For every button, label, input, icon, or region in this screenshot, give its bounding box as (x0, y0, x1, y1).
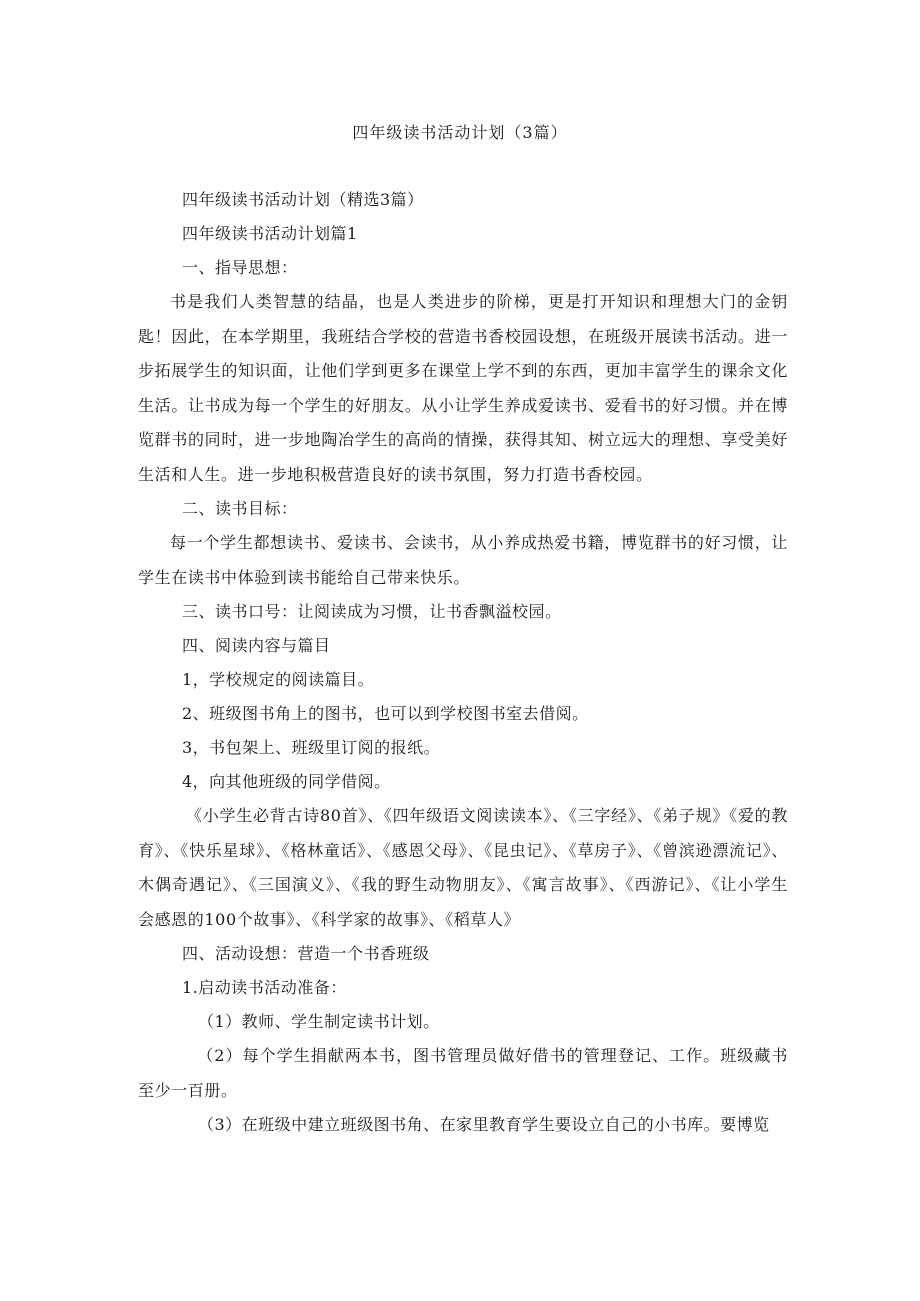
document-subtitle: 四年级读书活动计划（精选3篇） (182, 190, 424, 209)
book-list-paragraph (138, 799, 788, 937)
guiding-heading: 一、指导思想： (182, 258, 298, 277)
content-item-2: 2、班级图书角上的图书，也可以到学校图书室去借阅。 (182, 704, 589, 723)
content-item-4: 4，向其他班级的同学借阅。 (182, 772, 391, 791)
activity-step-1: 1.启动读书活动准备： (182, 978, 347, 997)
guiding-paragraph (138, 285, 788, 492)
content-item-1: 1，学校规定的阅读篇目。 (182, 670, 375, 689)
content-item-3: 3，书包架上、班级里订阅的报纸。 (182, 738, 441, 757)
document-body (138, 183, 788, 1142)
guiding-text: 书是我们人类智慧的结晶，也是人类进步的阶梯，更是打开知识和理想大门的金钥匙！因此，在本学期里，我班结合学校的营造书香校园设想，在班级开展读书活动。进一步拓展学生的知识面，让他们学到更多在课堂上学不到的东西，更加丰富学生的课余文化生活。让书成为每一个学生的好朋友。从小让学生养成爱读书、爱看书的好习惯。并在博览群书的同时，进一步地陶冶学生的高尚的情操，获得其知、树立远大的理想、享受美好生活和人生。进一步地积极营造良好的读书氛围，努力打造书香校园。 (138, 292, 788, 484)
goal-paragraph (138, 526, 788, 595)
book-list: 《小学生必背古诗80首》、《四年级语文阅读读本》、《三字经》、《弟子规》《爱的教育》、《快乐星球》、《格林童话》、《感恩父母》、《昆虫记》、《草房子》、《曾滨逊漂流记》、木偶奇遇记》、《三国演义》、《我的野生动物朋友》、《寓言故事》、《西游记》、《让小学生会感恩的100个故事》、《科学家的故事》、《稻草人》 (138, 806, 788, 929)
goal-text: 每一个学生都想读书、爱读书、会读书，从小养成热爱书籍，博览群书的好习惯，让学生在读书中体验到读书能给自己带来快乐。 (138, 533, 788, 587)
content-heading: 四、阅读内容与篇目 (182, 636, 331, 655)
document-title: 四年级读书活动计划（3篇） (352, 123, 568, 142)
goal-heading: 二、读书目标： (182, 499, 298, 518)
activity-sub-3: （3）在班级中建立班级图书角、在家里教育学生要设立自己的小书库。要博览 (198, 1115, 770, 1134)
slogan: 三、读书口号：让阅读成为习惯，让书香飘溢校园。 (182, 602, 562, 621)
part1-heading: 四年级读书活动计划篇1 (182, 224, 358, 243)
activity-sub-1: （1）教师、学生制定读书计划。 (198, 1012, 440, 1031)
activity-sub-2: （2）每个学生捐献两本书，图书管理员做好借书的管理登记、工作。班级藏书至少一百册。 (138, 1046, 788, 1100)
activity-heading: 四、活动设想：营造一个书香班级 (182, 944, 430, 963)
activity-sub-2-paragraph (138, 1039, 788, 1108)
